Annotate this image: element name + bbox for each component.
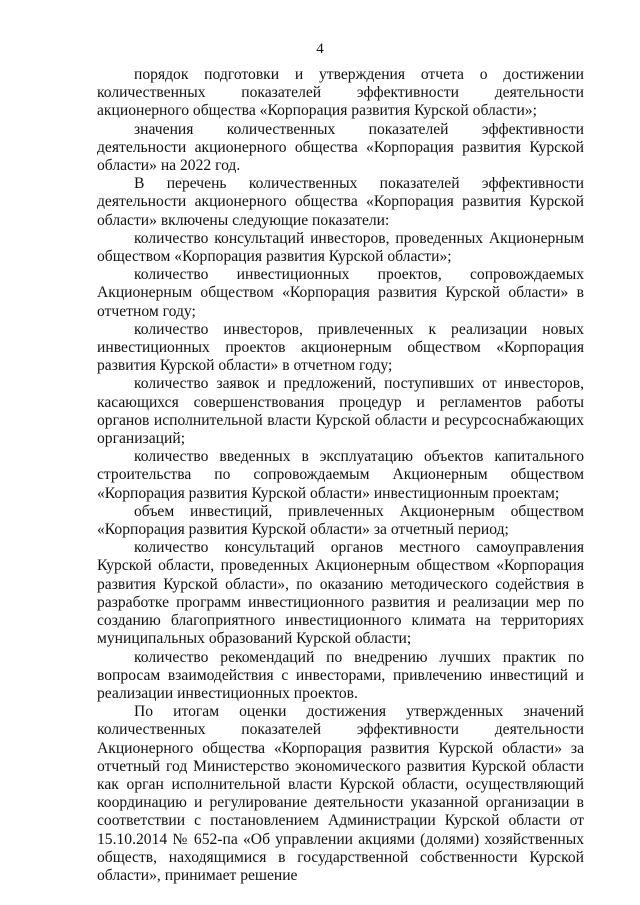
paragraph: количество консультаций органов местного самоуправления Курской области, проведенных Акционерным обществом «Корпорация развития Курской области», по оказанию методического содействия в разработке программ инвестиционного развития и реализации мер по созданию благоприятного инвестиционного климата на территориях муниципальных образований Курской области; <box>97 539 584 648</box>
paragraph: количество консультаций инвесторов, проведенных Акционерным обществом «Корпорация развития Курской области»; <box>97 229 584 266</box>
page-number: 4 <box>316 41 324 57</box>
paragraph: количество рекомендаций по внедрению лучших практик по вопросам взаимодействия с инвесторами, привлечению инвестиций и реализации инвестиционных проектов. <box>97 648 584 702</box>
paragraph: количество введенных в эксплуатацию объектов капитального строительства по сопровождаемым Акционерным обществом «Корпорация развития Курской области» инвестиционным проектам; <box>97 448 584 502</box>
paragraph: объем инвестиций, привлеченных Акционерным обществом «Корпорация развития Курской области» за отчетный период; <box>97 502 584 539</box>
paragraph: По итогам оценки достижения утвержденных значений количественных показателей эффективности деятельности Акционерного общества «Корпорация развития Курской области» за отчетный год Министерство экономического развития Курской области как орган исполнительной власти Курской области, осуществляющий координацию и регулирование деятельности указанной организации в соответствии с постановлением Администрации Курской области от 15.10.2014 № 652-па «Об управлении акциями (долями) хозяйственных обществ, находящимися в государственной собственности Курской области», принимает решение <box>97 703 584 884</box>
document-body <box>97 66 584 885</box>
paragraph: количество инвестиционных проектов, сопровождаемых Акционерным обществом «Корпорация развития Курской области» в отчетном году; <box>97 266 584 320</box>
paragraph: количество заявок и предложений, поступивших от инвесторов, касающихся совершенствования процедур и регламентов работы органов исполнительной власти Курской области и ресурсоснабжающих организаций; <box>97 375 584 448</box>
paragraph: В перечень количественных показателей эффективности деятельности акционерного общества «Корпорация развития Курской области» включены следующие показатели: <box>97 175 584 229</box>
paragraph: количество инвесторов, привлеченных к реализации новых инвестиционных проектов акционерным обществом «Корпорация развития Курской области» в отчетном году; <box>97 320 584 375</box>
paragraph: значения количественных показателей эффективности деятельности акционерного общества «Корпорация развития Курской области» на 2022 год. <box>97 120 584 175</box>
paragraph: порядок подготовки и утверждения отчета о достижении количественных показателей эффективности деятельности акционерного общества «Корпорация развития Курской области»; <box>97 66 584 120</box>
